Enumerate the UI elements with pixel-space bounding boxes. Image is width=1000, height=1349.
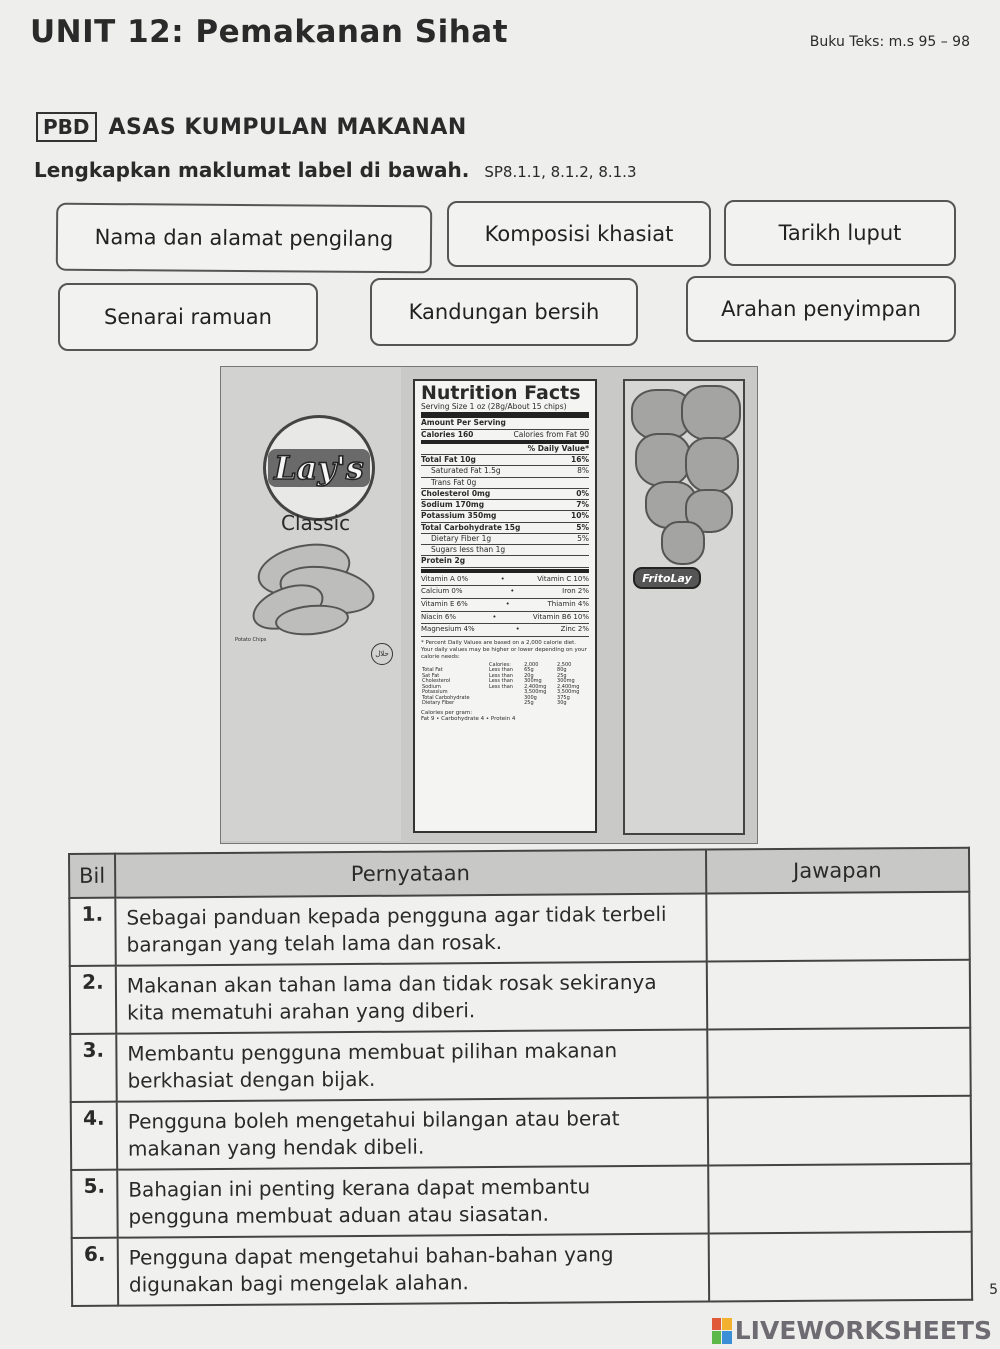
fritolay-logo: FritoLay	[633, 567, 701, 589]
nutrient-row: Protein 2g	[421, 556, 589, 567]
divider	[421, 569, 589, 573]
bag-front	[221, 367, 401, 841]
dv-row: Sat Fat Less than 20g 25g	[422, 672, 567, 679]
option-arahan-penyimpan[interactable]: Arahan penyimpan	[686, 276, 956, 342]
calories-per-gram: Calories per gram: Fat 9 • Carbohydrate 4 • Protein 4	[421, 709, 516, 723]
vitamin-row: Calcium 0% • Iron 2%	[421, 586, 589, 599]
option-komposisi-khasiat[interactable]: Komposisi khasiat	[447, 201, 711, 267]
statement-text: Membantu pengguna membuat pilihan makanan berkhasiat dengan bijak.	[116, 1030, 707, 1102]
table-row	[72, 1232, 972, 1306]
vitamin-row: Magnesium 4% • Zinc 2%	[421, 624, 589, 637]
liveworksheets-logo-icon	[712, 1318, 732, 1344]
table-header-row	[69, 848, 969, 898]
answer-cell[interactable]	[707, 1028, 971, 1098]
nutrition-title: Nutrition Facts	[421, 382, 581, 404]
dv-row: Calories: 2,000 2,500	[489, 661, 572, 668]
liveworksheets-watermark	[712, 1316, 992, 1345]
option-nama-alamat-pengilang[interactable]: Nama dan alamat pengilang	[56, 203, 432, 274]
nutrient-row: Saturated Fat 1.5g 8%	[421, 466, 589, 477]
nutrient-row: Total Fat 10g 16%	[421, 455, 589, 466]
dv-row: Total Carbohydrate 300g 375g	[422, 694, 570, 701]
section-heading	[36, 112, 467, 142]
statement-text: Bahagian ini penting kerana dapat membantu pengguna membuat aduan atau siasatan.	[117, 1166, 708, 1238]
vitamin-row: Vitamin E 6% • Thiamin 4%	[421, 599, 589, 612]
dv-row: Potassium 3,500mg 3,500mg	[422, 689, 580, 696]
standard-codes: SP8.1.1, 8.1.2, 8.1.3	[484, 163, 637, 181]
product-type-text: Potato Chips	[235, 637, 267, 643]
pbd-tag: PBD	[36, 112, 97, 142]
nutrient-row: Potassium 350mg 10%	[421, 511, 589, 522]
dv-row: Cholesterol Less than 300mg 300mg	[422, 678, 575, 685]
instruction	[34, 158, 636, 182]
footnote: * Percent Daily Values are based on a 2,000 calorie diet. Your daily values may be higher or lower depending on your calorie needs:	[421, 639, 587, 660]
nutrient-row: Sugars less than 1g	[421, 545, 589, 556]
nutrition-facts-panel	[413, 379, 597, 833]
option-kandungan-bersih[interactable]: Kandungan bersih	[370, 278, 638, 346]
nutrient-row: Dietary Fiber 1g 5%	[421, 534, 589, 545]
halal-logo: حلال	[371, 643, 393, 665]
chip-illustration	[681, 385, 741, 441]
header-bil: Bil	[69, 854, 115, 898]
unit-title: UNIT 12: Pemakanan Sihat	[30, 14, 509, 50]
option-senarai-ramuan[interactable]: Senarai ramuan	[58, 283, 318, 351]
daily-value-table	[421, 663, 589, 707]
table-row	[70, 960, 970, 1034]
statement-text: Pengguna boleh mengetahui bilangan atau berat makanan yang hendak dibeli.	[117, 1098, 708, 1170]
row-number: 1.	[69, 898, 115, 966]
nutrient-row: Trans Fat 0g	[421, 478, 589, 489]
table-row	[69, 892, 969, 966]
nutrient-row: Total Carbohydrate 15g 5%	[421, 523, 589, 534]
bag-back	[623, 379, 745, 835]
serving-size: Serving Size 1 oz (28g/About 15 chips)	[421, 403, 589, 418]
table-row	[71, 1096, 971, 1170]
dv-row: Sodium Less than 2,400mg 2,400mg	[422, 683, 580, 690]
row-number: 6.	[72, 1238, 118, 1306]
option-tarikh-luput[interactable]: Tarikh luput	[724, 200, 956, 266]
chips-package-illustration	[220, 366, 758, 844]
brand-name: Lay's	[268, 449, 370, 487]
answer-cell[interactable]	[706, 892, 970, 962]
answer-cell[interactable]	[706, 960, 970, 1030]
answer-cell[interactable]	[708, 1232, 972, 1302]
chip-illustration	[635, 433, 691, 487]
amount-per-serving: Amount Per Serving	[421, 418, 589, 429]
statement-text: Makanan akan tahan lama dan tidak rosak sekiranya kita mematuhi arahan yang diberi.	[116, 962, 707, 1034]
header-pernyataan: Pernyataan	[115, 850, 706, 898]
vitamin-row: Niacin 6% • Vitamin B6 10%	[421, 612, 589, 625]
row-number: 5.	[71, 1170, 117, 1238]
dv-row: Dietary Fiber 25g 30g	[422, 700, 567, 707]
section-title: ASAS KUMPULAN MAKANAN	[108, 114, 467, 140]
textbook-reference: Buku Teks: m.s 95 – 98	[809, 34, 970, 50]
row-number: 2.	[70, 966, 116, 1034]
chip-illustration	[661, 521, 705, 565]
answer-cell[interactable]	[707, 1096, 971, 1166]
chip-illustration	[685, 437, 739, 493]
instruction-text: Lengkapkan maklumat label di bawah.	[34, 158, 470, 182]
table-row	[70, 1028, 970, 1102]
row-number: 3.	[70, 1034, 116, 1102]
nutrient-row: Cholesterol 0mg 0%	[421, 489, 589, 500]
row-number: 4.	[71, 1102, 117, 1170]
watermark-text: LIVEWORKSHEETS	[734, 1316, 992, 1345]
question-table	[68, 847, 973, 1307]
header	[30, 14, 508, 50]
calories-row: Calories 160 Calories from Fat 90	[421, 430, 589, 444]
table-row	[71, 1164, 971, 1238]
daily-value-header: % Daily Value*	[421, 444, 589, 455]
nutrient-row: Sodium 170mg 7%	[421, 500, 589, 511]
dv-row: Total Fat Less than 65g 80g	[422, 667, 567, 674]
vitamin-rows	[421, 574, 589, 637]
vitamin-row: Vitamin A 0% • Vitamin C 10%	[421, 574, 589, 587]
statement-text: Sebagai panduan kepada pengguna agar tidak terbeli barangan yang telah lama dan rosak.	[115, 894, 706, 966]
header-jawapan: Jawapan	[706, 848, 970, 894]
lays-logo	[263, 415, 375, 521]
variant-name: Classic	[281, 511, 351, 535]
nutrient-rows	[421, 455, 589, 568]
answer-cell[interactable]	[708, 1164, 972, 1234]
page-number: 5	[989, 1282, 998, 1298]
statement-text: Pengguna dapat mengetahui bahan-bahan yang digunakan bagi mengelak alahan.	[118, 1234, 709, 1306]
